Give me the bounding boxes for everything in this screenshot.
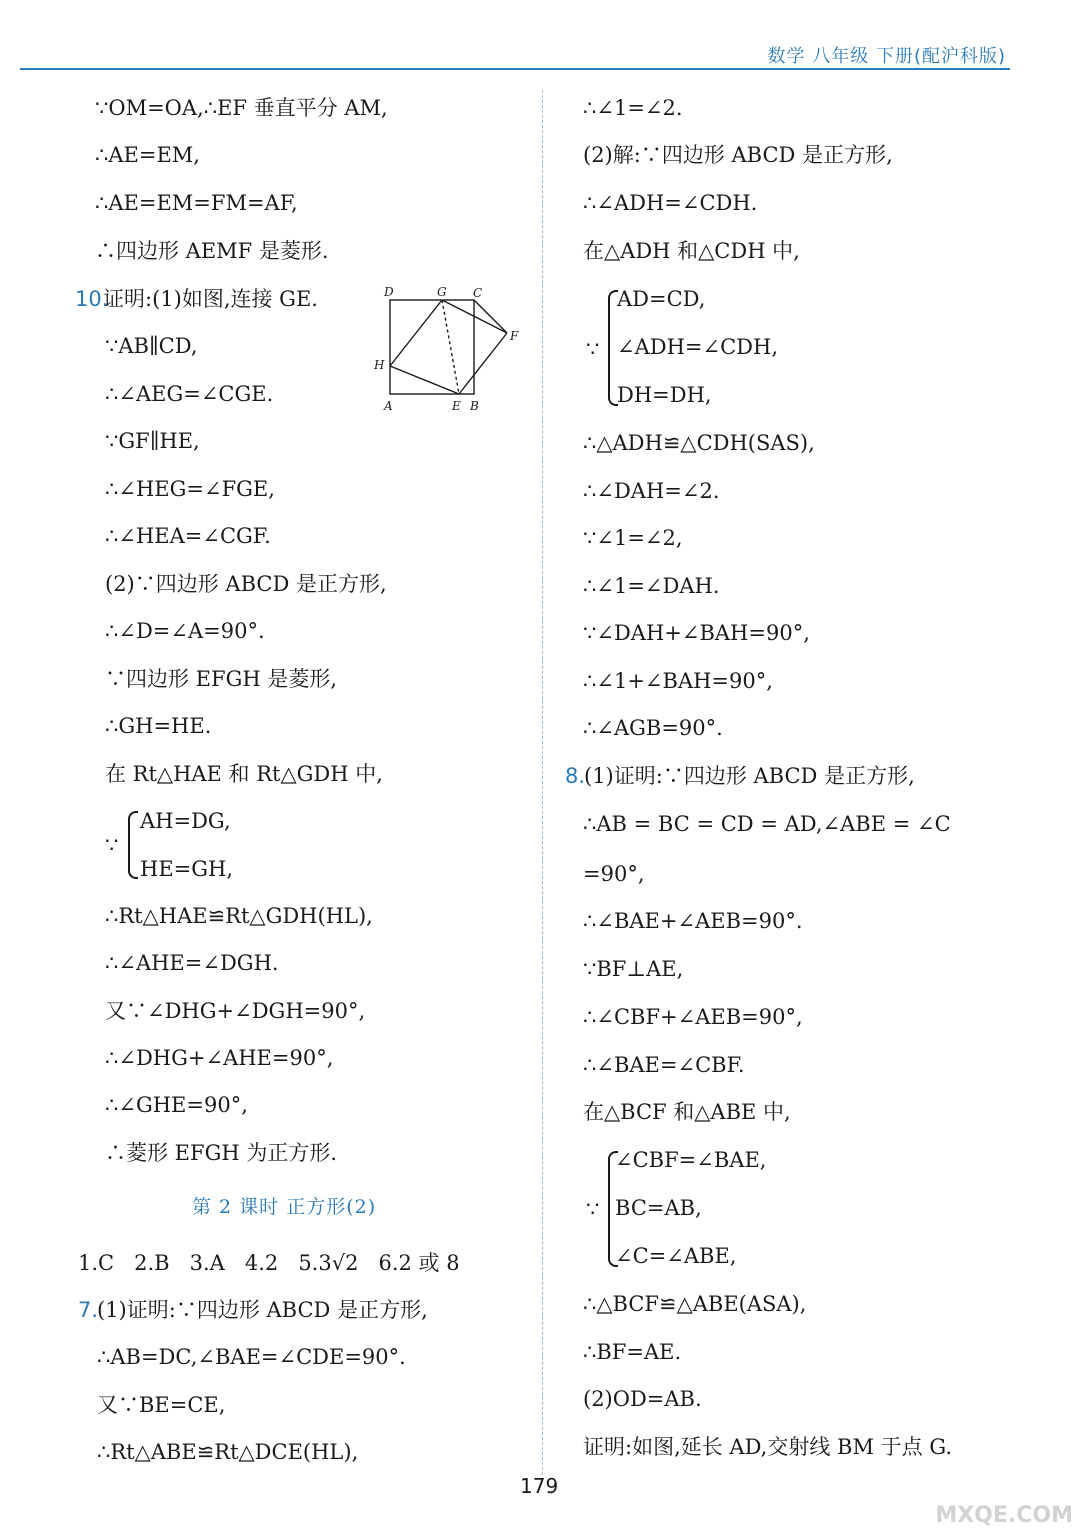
- text-line: ∠CBF=∠BAE,: [615, 1148, 767, 1172]
- text-line: ∴∠CBF+∠AEB=90°,: [583, 1005, 803, 1029]
- text-line: BC=AB,: [615, 1196, 702, 1220]
- label-f: F: [510, 329, 519, 343]
- answer-1: 1.C: [78, 1251, 115, 1275]
- question-number-10: 10.: [75, 287, 109, 311]
- text-line: 在△ADH 和△CDH 中,: [583, 239, 800, 263]
- label-g: G: [437, 285, 447, 299]
- header-rule: [20, 68, 1010, 70]
- text-line: (2)OD=AB.: [583, 1387, 702, 1411]
- text-line: ∴∠AGB=90°.: [583, 716, 723, 740]
- text-line: ∴Rt△HAE≌Rt△GDH(HL),: [105, 904, 373, 928]
- text-line: AD=CD,: [617, 287, 706, 311]
- text-line: ∴BF=AE.: [583, 1340, 682, 1364]
- because-symbol: ∵: [586, 1197, 600, 1221]
- text-line: ∴∠BAE+∠AEB=90°.: [583, 909, 803, 933]
- question-number-8: 8.: [565, 764, 586, 788]
- text-line: AH=DG,: [140, 809, 231, 833]
- answer-list: [78, 1248, 460, 1278]
- text-line: ∵GF∥HE,: [105, 429, 200, 453]
- label-c: C: [473, 286, 483, 300]
- text-line: ∴Rt△ABE≌Rt△DCE(HL),: [97, 1440, 359, 1464]
- watermark: MXQE.COM: [935, 1503, 1073, 1528]
- text-line: ∴∠GHE=90°,: [105, 1093, 248, 1117]
- text-line: (2)解:∵四边形 ABCD 是正方形,: [583, 143, 893, 167]
- text-line: ∠C=∠ABE,: [615, 1244, 737, 1268]
- text-line: 在 Rt△HAE 和 Rt△GDH 中,: [105, 762, 383, 786]
- text-line: ∴∠DHG+∠AHE=90°,: [105, 1046, 334, 1070]
- square-figure: [370, 283, 530, 413]
- answer-2: 2.B: [134, 1251, 170, 1275]
- column-divider: [542, 90, 543, 1475]
- text-line: ∴AB = BC = CD = AD,∠ABE = ∠C: [583, 812, 951, 836]
- text-line: ∴GH=HE.: [105, 714, 212, 738]
- text-line: (1)证明:∵四边形 ABCD 是正方形,: [97, 1298, 428, 1322]
- because-symbol: ∵: [105, 833, 119, 857]
- text-line: ∴AE=EM=FM=AF,: [95, 191, 298, 215]
- label-h: H: [374, 358, 385, 372]
- text-line: ∴∠DAH=∠2.: [583, 479, 720, 503]
- label-b: B: [470, 399, 479, 413]
- text-line: ∴AB=DC,∠BAE=∠CDE=90°.: [97, 1345, 406, 1369]
- text-line: 又∵∠DHG+∠DGH=90°,: [105, 999, 366, 1023]
- text-line: ∴∠1+∠BAH=90°,: [583, 669, 773, 693]
- text-line: ∵AB∥CD,: [105, 334, 198, 358]
- text-line: ∴AE=EM,: [95, 143, 200, 167]
- text-line: ∵∠1=∠2,: [583, 526, 683, 550]
- question-number-7: 7.: [78, 1298, 99, 1322]
- text-line: ∴∠BAE=∠CBF.: [583, 1053, 745, 1077]
- brace: [128, 811, 138, 879]
- text-line: =90°,: [583, 862, 645, 886]
- answer-4: 4.2: [244, 1251, 279, 1275]
- text-line: ∴四边形 AEMF 是菱形.: [95, 239, 329, 263]
- text-line: ∴△BCF≌△ABE(ASA),: [583, 1292, 807, 1316]
- text-line: ∠ADH=∠CDH,: [617, 335, 778, 359]
- answer-3: 3.A: [189, 1251, 225, 1275]
- text-line: (1)证明:∵四边形 ABCD 是正方形,: [584, 764, 915, 788]
- text-line: ∴∠1=∠DAH.: [583, 574, 720, 598]
- text-line: ∵BF⊥AE,: [583, 957, 684, 981]
- text-line: ∴∠1=∠2.: [583, 96, 683, 120]
- page-number: 179: [520, 1474, 559, 1498]
- page-header: [20, 42, 1010, 66]
- text-line: 又∵BE=CE,: [97, 1393, 226, 1417]
- text-line: 证明:(1)如图,连接 GE.: [103, 287, 318, 311]
- because-symbol: ∵: [586, 337, 600, 361]
- text-line: ∴∠AEG=∠CGE.: [105, 382, 274, 406]
- label-e: E: [452, 399, 461, 413]
- text-line: ∵OM=OA,∴EF 垂直平分 AM,: [95, 96, 388, 120]
- text-line: (2)∵四边形 ABCD 是正方形,: [105, 572, 387, 596]
- text-line: 证明:如图,延长 AD,交射线 BM 于点 G.: [583, 1435, 953, 1459]
- section-title: 第 2 课时 正方形(2): [192, 1196, 377, 1218]
- text-line: ∴∠HEG=∠FGE,: [105, 477, 275, 501]
- text-line: ∵四边形 EFGH 是菱形,: [105, 667, 338, 691]
- text-line: ∴菱形 EFGH 为正方形.: [105, 1141, 338, 1165]
- text-line: ∴△ADH≌△CDH(SAS),: [583, 431, 815, 455]
- text-line: ∴∠AHE=∠DGH.: [105, 951, 279, 975]
- text-line: 在△BCF 和△ABE 中,: [583, 1100, 791, 1124]
- label-a: A: [384, 399, 393, 413]
- text-line: ∴∠ADH=∠CDH.: [583, 191, 758, 215]
- text-line: ∴∠D=∠A=90°.: [105, 619, 265, 643]
- text-line: ∴∠HEA=∠CGF.: [105, 524, 271, 548]
- answer-5: 5.3√2: [298, 1251, 359, 1275]
- label-d: D: [384, 285, 394, 299]
- text-line: HE=GH,: [140, 857, 234, 881]
- header-title: 数学 八年级 下册(配沪科版): [767, 46, 1006, 67]
- square-abcd: [390, 300, 474, 394]
- text-line: DH=DH,: [617, 383, 712, 407]
- answer-6: 6.2 或 8: [378, 1251, 460, 1275]
- text-line: ∵∠DAH+∠BAH=90°,: [583, 621, 810, 645]
